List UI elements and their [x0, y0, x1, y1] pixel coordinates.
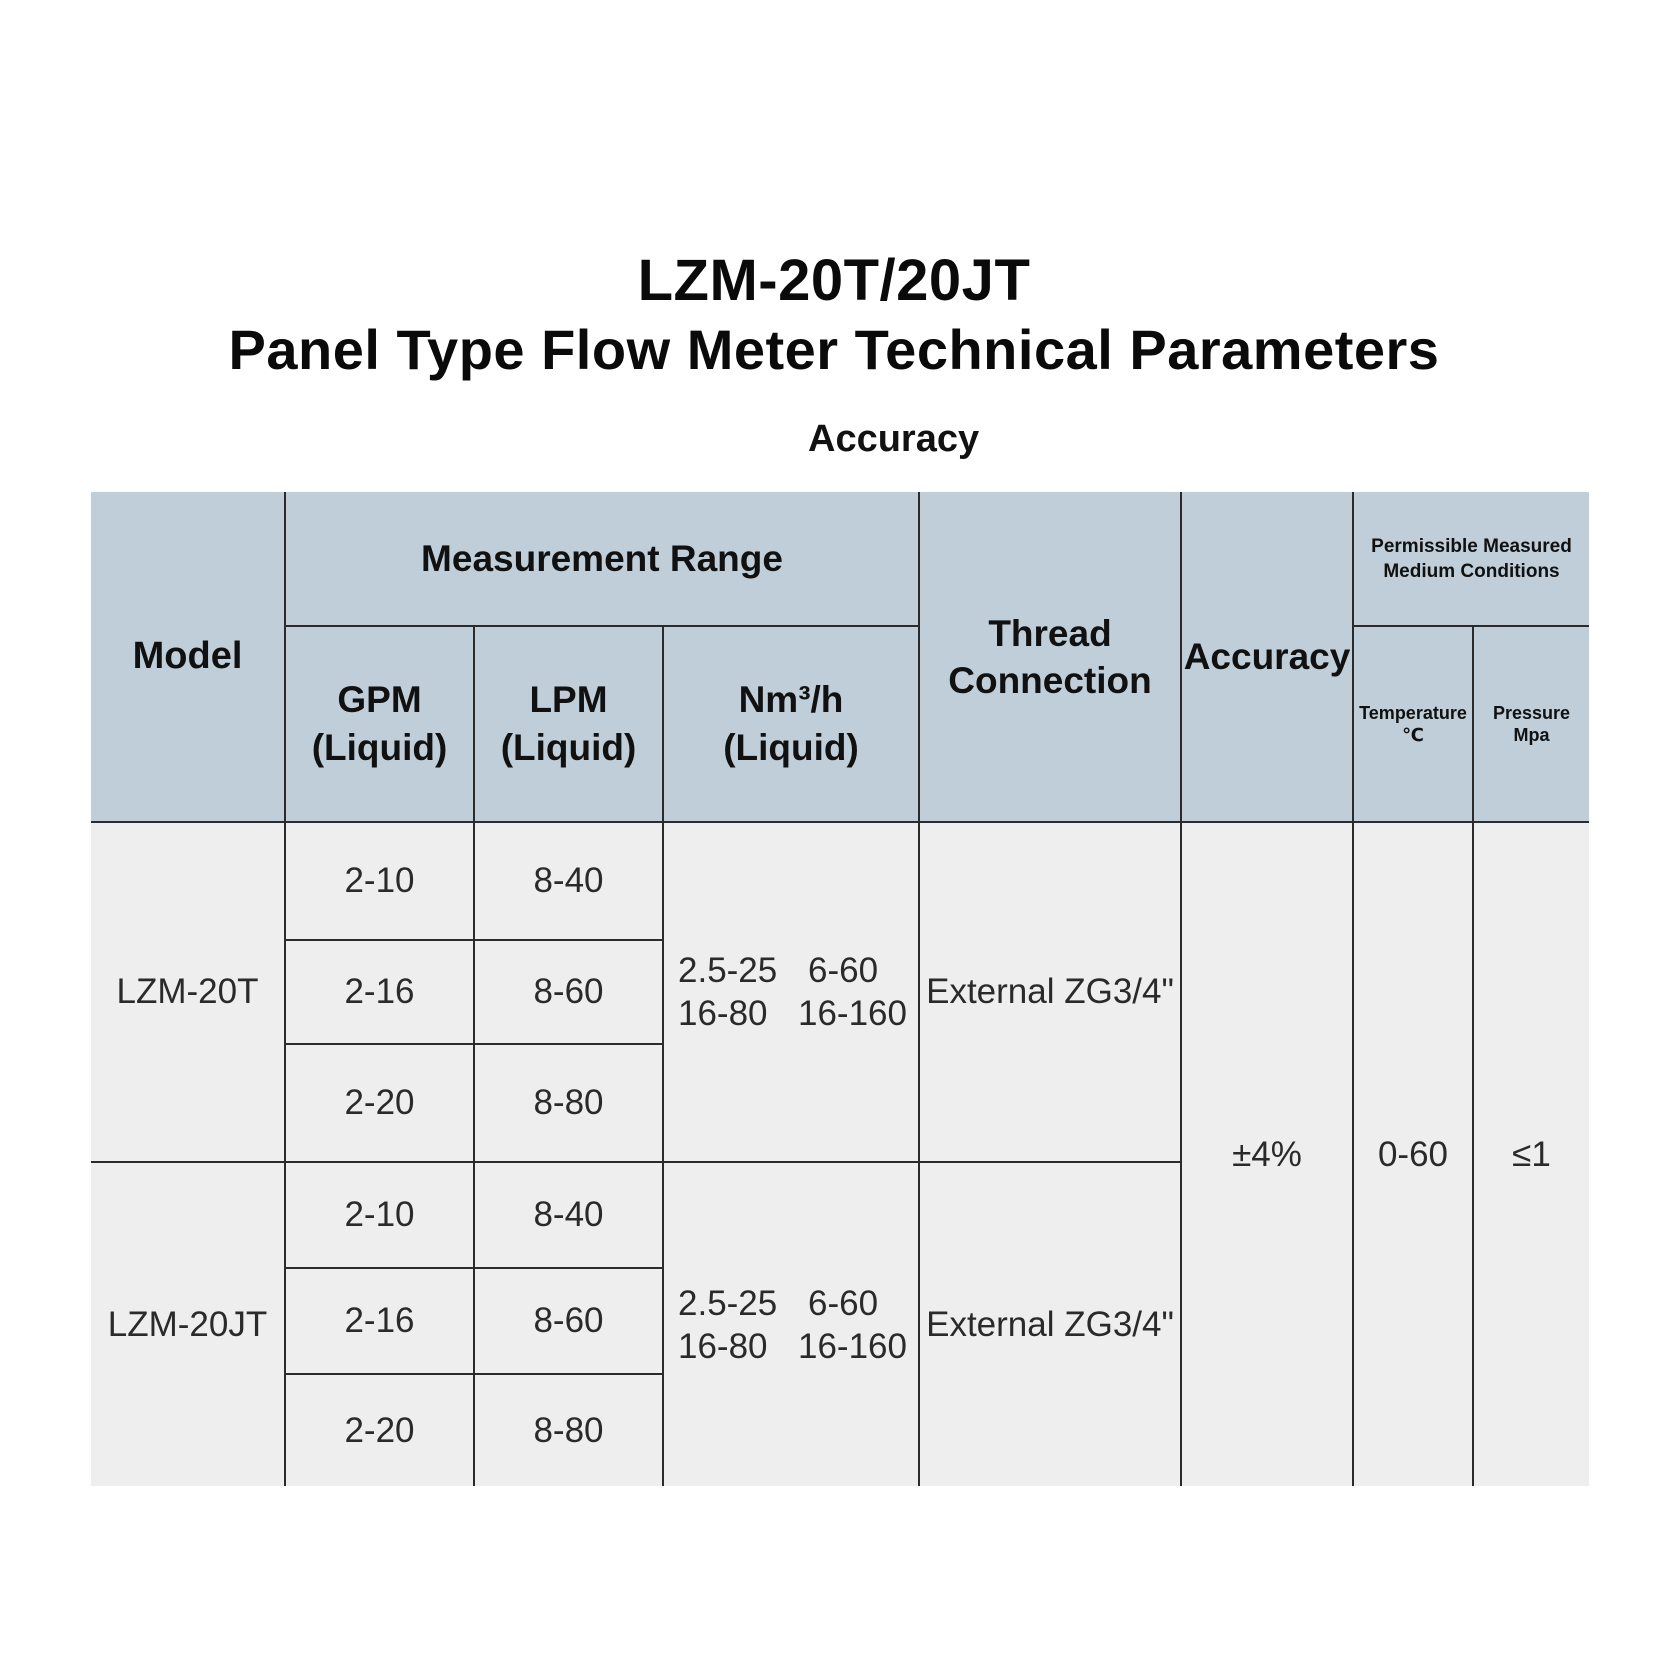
- nm3h-value: 2.5-25: [678, 1283, 778, 1323]
- header-permissible-line1: Permissible Measured: [1371, 535, 1572, 557]
- header-gpm: [285, 626, 474, 822]
- header-temperature-unit: ℃: [1402, 725, 1424, 745]
- thread-cell: External ZG3/4": [919, 1162, 1181, 1486]
- parameters-table: [91, 492, 1589, 1486]
- header-thread-line2: Connection: [948, 659, 1152, 701]
- nm3h-value: 6-60: [808, 951, 879, 990]
- header-measurement-range: Measurement Range: [285, 492, 919, 626]
- nm3h-value: 16-80: [678, 1326, 768, 1366]
- header-permissible-line2: Medium Conditions: [1383, 560, 1560, 582]
- header-pressure-unit: Mpa: [1513, 725, 1550, 745]
- header-gpm-medium: (Liquid): [311, 727, 448, 768]
- lpm-cell: 8-80: [474, 1374, 663, 1486]
- gpm-cell: 2-20: [285, 1374, 474, 1486]
- header-lpm-medium: (Liquid): [500, 727, 637, 768]
- nm3h-cell: [663, 822, 919, 1162]
- nm3h-value: 6-60: [808, 1283, 879, 1323]
- gpm-cell: 2-10: [285, 822, 474, 940]
- lpm-cell: 8-40: [474, 1162, 663, 1268]
- header-thread-connection: [919, 492, 1181, 822]
- header-pressure-label: Pressure: [1492, 703, 1571, 723]
- title-model: LZM-20T/20JT: [637, 248, 1031, 313]
- thread-cell: External ZG3/4": [919, 822, 1181, 1162]
- gpm-cell: 2-10: [285, 1162, 474, 1268]
- header-nm3h-medium: (Liquid): [723, 727, 859, 768]
- lpm-cell: 8-60: [474, 1268, 663, 1374]
- nm3h-value: 16-160: [798, 994, 907, 1033]
- header-thread-line1: Thread: [988, 612, 1112, 654]
- nm3h-value: 16-80: [678, 994, 768, 1033]
- header-accuracy: Accuracy: [1181, 492, 1353, 822]
- header-temperature-label: Temperature: [1359, 703, 1467, 723]
- header-lpm-unit: LPM: [529, 679, 608, 720]
- temperature-cell: 0-60: [1353, 822, 1473, 1486]
- header-nm3h: [663, 626, 919, 822]
- title-description: Panel Type Flow Meter Technical Parameters: [228, 318, 1440, 381]
- accuracy-cell: ±4%: [1181, 822, 1353, 1486]
- nm3h-value: 16-160: [798, 1326, 907, 1366]
- header-permissible-conditions: [1353, 492, 1589, 626]
- header-nm3h-unit: Nm³/h: [738, 679, 844, 720]
- gpm-cell: 2-16: [285, 940, 474, 1044]
- gpm-cell: 2-16: [285, 1268, 474, 1374]
- subtitle: Accuracy: [808, 418, 980, 460]
- lpm-cell: 8-60: [474, 940, 663, 1044]
- lpm-cell: 8-40: [474, 822, 663, 940]
- model-name: LZM-20JT: [91, 1162, 285, 1486]
- header-model: Model: [91, 492, 285, 822]
- gpm-cell: 2-20: [285, 1044, 474, 1162]
- nm3h-cell: [663, 1162, 919, 1486]
- model-name: LZM-20T: [91, 822, 285, 1162]
- header-lpm: [474, 626, 663, 822]
- pressure-cell: ≤1: [1473, 822, 1589, 1486]
- nm3h-value: 2.5-25: [678, 951, 778, 990]
- header-temperature: [1353, 626, 1473, 822]
- header-pressure: [1473, 626, 1589, 822]
- header-gpm-unit: GPM: [337, 679, 422, 720]
- lpm-cell: 8-80: [474, 1044, 663, 1162]
